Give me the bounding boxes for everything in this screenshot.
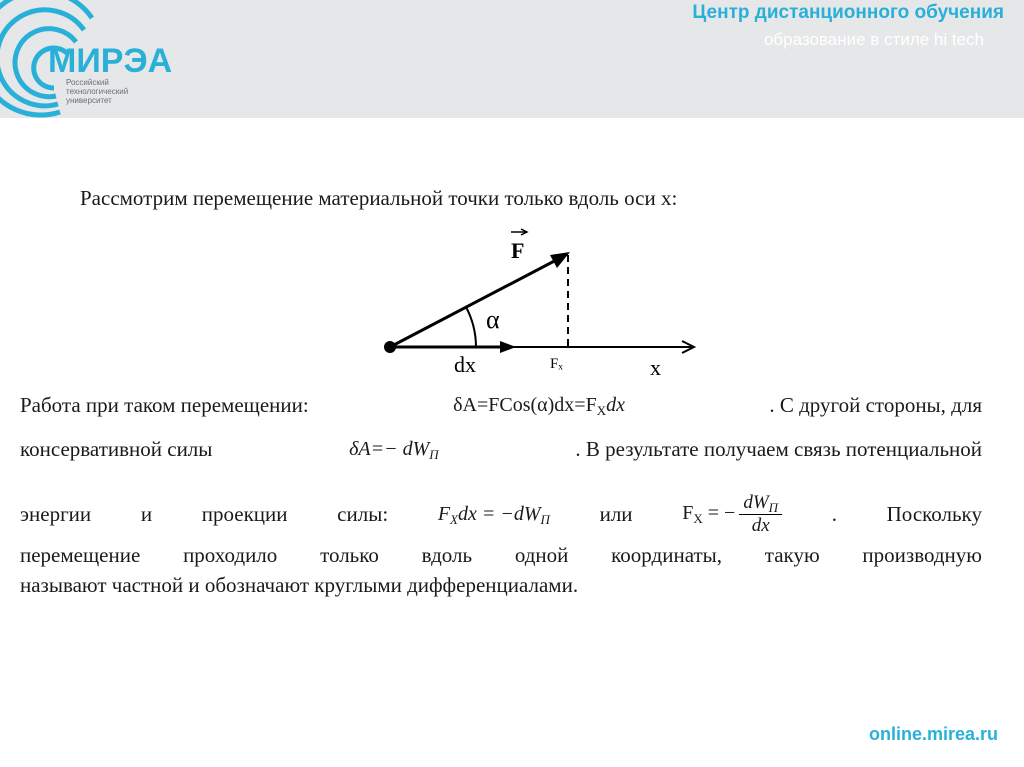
angle-arc: [466, 307, 476, 347]
force-label: F: [511, 238, 525, 263]
line1-text-tail: . С другой стороны, для: [769, 393, 982, 417]
fraction-denominator: dx: [751, 514, 770, 536]
derivative-formula-sub: X: [693, 510, 703, 526]
mirea-logo: [0, 0, 200, 118]
conservative-formula-sub: П: [429, 447, 439, 462]
line3-word: и: [140, 502, 153, 526]
logo-text: МИРЭА: [48, 42, 173, 80]
header-bar: [0, 0, 1024, 118]
derivative-formula: [682, 492, 782, 537]
center-title: Центр дистанционного обучения: [692, 2, 1004, 23]
logo-subtitle-line: технологический: [66, 87, 129, 96]
fraction-numerator-text: dW: [743, 491, 769, 513]
relation-formula-sub: X: [450, 512, 458, 527]
footer-url[interactable]: online.mirea.ru: [868, 724, 998, 744]
logo-subtitle-line: Российский: [66, 78, 109, 87]
relation-formula-f: F: [437, 503, 451, 525]
line1-text: Работа при таком перемещении:: [20, 393, 309, 417]
force-vector-line: [390, 257, 562, 347]
derivative-formula-f: F: [682, 501, 694, 524]
line3-dot: .: [831, 502, 837, 526]
line3-word: силы:: [337, 502, 389, 526]
fx-label: Fₓ: [550, 356, 563, 372]
paragraph-line-5: называют частной и обозначают круглыми дифференциалами.: [20, 573, 579, 597]
paragraph-line-4: перемещение проходило только вдоль одной координаты, такую производную: [20, 543, 982, 567]
conservative-formula: [349, 434, 439, 464]
work-formula-main: δA=FCos(α)dx=F: [453, 394, 597, 416]
dx-arrowhead: [500, 341, 516, 353]
work-formula-sub: X: [596, 403, 607, 418]
material-point: [384, 341, 396, 353]
intro-text: Рассмотрим перемещение материальной точки только вдоль оси x:: [80, 186, 678, 210]
line3-word: энергии: [20, 502, 92, 526]
center-subtitle: образование в стиле hi tech: [763, 30, 984, 49]
work-formula: [453, 390, 625, 420]
conservative-formula-main: δA=− dW: [349, 438, 430, 460]
relation-formula-tail: dx = −dW: [458, 503, 541, 525]
dx-label: dx: [454, 352, 476, 377]
fraction-numerator-sub: П: [768, 499, 779, 515]
paragraph-line-2: [20, 434, 982, 464]
relation-formula-sub2: П: [540, 512, 550, 527]
line2-text: консервативной силы: [20, 437, 213, 461]
relation-formula: [438, 499, 550, 529]
derivative-fraction: [739, 492, 782, 537]
axis-label: x: [650, 355, 661, 380]
fraction-numerator: [739, 492, 782, 515]
line3-or: или: [599, 502, 633, 526]
line3-word: Поскольку: [886, 502, 982, 526]
line3-word: проекции: [201, 502, 288, 526]
line2-text-tail: . В результате получаем связь потенциальной: [575, 437, 982, 461]
work-formula-tail: dx: [606, 394, 625, 416]
paragraph-line-1: [20, 390, 982, 420]
logo-subtitle-line: университет: [66, 96, 112, 105]
angle-label: α: [486, 305, 500, 334]
derivative-formula-eq: = −: [707, 501, 736, 524]
logo-subtitle: [66, 78, 146, 105]
paragraph-line-3: [20, 490, 982, 538]
main-paragraph: [20, 390, 982, 600]
force-diagram: [370, 222, 710, 382]
